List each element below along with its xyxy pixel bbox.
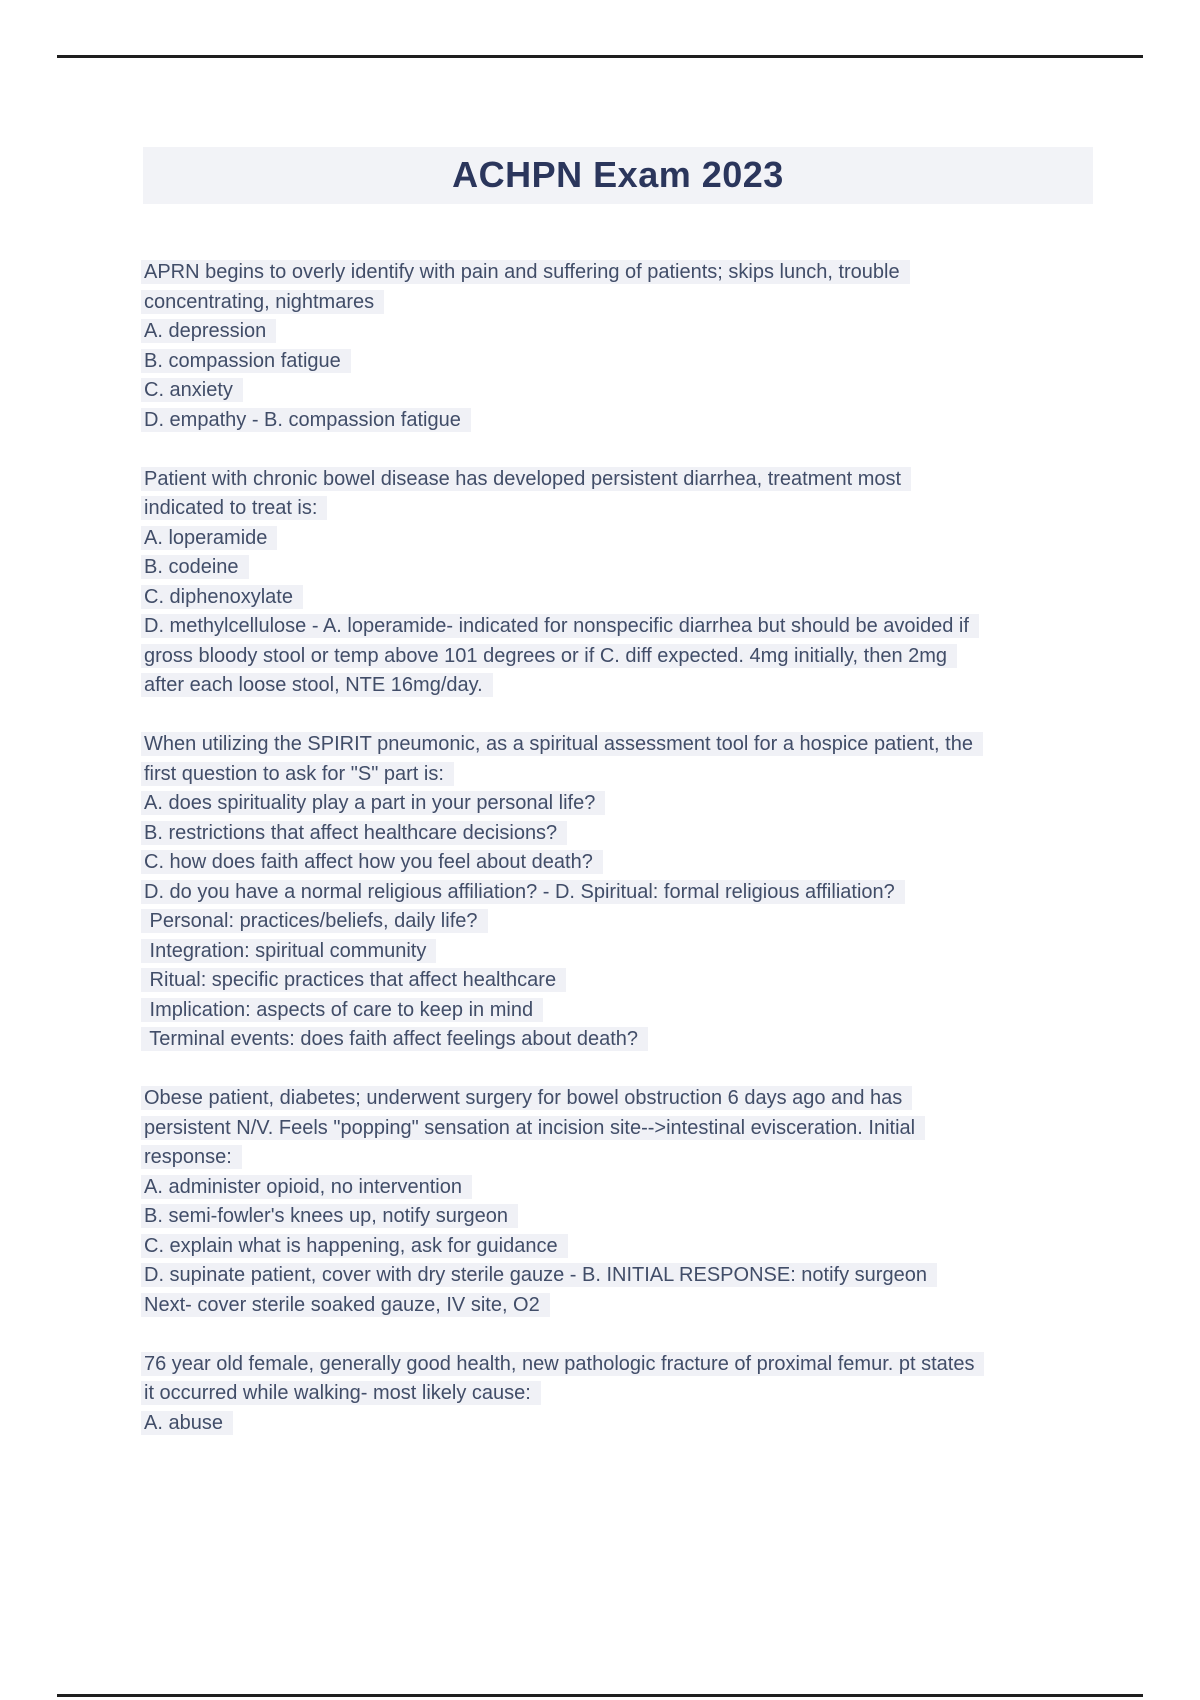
- question-line-text: B. codeine: [141, 555, 249, 579]
- page-title: ACHPN Exam 2023: [452, 154, 784, 195]
- question-line-text: Patient with chronic bowel disease has developed persistent diarrhea, treatment most: [141, 467, 911, 491]
- question-line-text: C. diphenoxylate: [141, 585, 303, 609]
- question-line-text: B. restrictions that affect healthcare decisions?: [141, 821, 567, 845]
- question-line: [144, 258, 1084, 288]
- question-line-text: Next- cover sterile soaked gauze, IV site, O2: [141, 1293, 550, 1317]
- question-line: [144, 1025, 1084, 1055]
- question-line-text: B. compassion fatigue: [141, 349, 351, 373]
- question-line-text: concentrating, nightmares: [141, 290, 384, 314]
- question-line: [144, 671, 1084, 701]
- question-line-text: first question to ask for "S" part is:: [141, 762, 454, 786]
- question-line-text: after each loose stool, NTE 16mg/day.: [141, 673, 493, 697]
- question-block: [144, 465, 1084, 701]
- question-line-text: Implication: aspects of care to keep in mind: [141, 998, 543, 1022]
- question-line: [144, 583, 1084, 613]
- question-line: [144, 996, 1084, 1026]
- question-line-text: persistent N/V. Feels "popping" sensation at incision site-->intestinal evisceration. Initial: [141, 1116, 925, 1140]
- question-line-text: A. depression: [141, 319, 276, 343]
- question-line-text: A. administer opioid, no intervention: [141, 1175, 472, 1199]
- question-line: [144, 612, 1084, 642]
- question-line-text: it occurred while walking- most likely cause:: [141, 1381, 541, 1405]
- question-line: [144, 760, 1084, 790]
- question-line: [144, 1350, 1084, 1380]
- question-line-text: C. anxiety: [141, 378, 243, 402]
- question-block: [144, 730, 1084, 1055]
- question-line: [144, 907, 1084, 937]
- question-line: [144, 789, 1084, 819]
- question-line: [144, 878, 1084, 908]
- question-line: [144, 347, 1084, 377]
- questions-container: [144, 258, 1084, 1468]
- question-line: [144, 1261, 1084, 1291]
- title-band: [143, 147, 1093, 204]
- question-block: [144, 258, 1084, 435]
- question-line: [144, 848, 1084, 878]
- question-line: [144, 376, 1084, 406]
- question-line: [144, 1232, 1084, 1262]
- question-line: [144, 288, 1084, 318]
- question-line: [144, 406, 1084, 436]
- question-line-text: Personal: practices/beliefs, daily life?: [141, 909, 488, 933]
- question-line-text: Integration: spiritual community: [141, 939, 436, 963]
- question-line: [144, 524, 1084, 554]
- question-line-text: indicated to treat is:: [141, 496, 327, 520]
- question-line: [144, 317, 1084, 347]
- question-line: [144, 1291, 1084, 1321]
- question-line: [144, 819, 1084, 849]
- question-line: [144, 553, 1084, 583]
- question-line: [144, 642, 1084, 672]
- question-line: [144, 1114, 1084, 1144]
- question-line-text: C. how does faith affect how you feel about death?: [141, 850, 603, 874]
- question-line-text: gross bloody stool or temp above 101 degrees or if C. diff expected. 4mg initially, then 2mg: [141, 644, 957, 668]
- question-line: [144, 1202, 1084, 1232]
- question-line-text: response:: [141, 1145, 242, 1169]
- question-line: [144, 730, 1084, 760]
- question-line-text: D. do you have a normal religious affiliation? - D. Spiritual: formal religious affiliation?: [141, 880, 905, 904]
- question-line-text: Ritual: specific practices that affect healthcare: [141, 968, 566, 992]
- question-block: [144, 1084, 1084, 1320]
- question-line-text: A. does spirituality play a part in your personal life?: [141, 791, 605, 815]
- question-block: [144, 1350, 1084, 1439]
- question-line-text: A. abuse: [141, 1411, 233, 1435]
- question-line-text: D. supinate patient, cover with dry sterile gauze - B. INITIAL RESPONSE: notify surgeon: [141, 1263, 937, 1287]
- question-line-text: C. explain what is happening, ask for guidance: [141, 1234, 568, 1258]
- question-line: [144, 1084, 1084, 1114]
- question-line-text: D. empathy - B. compassion fatigue: [141, 408, 471, 432]
- question-line-text: D. methylcellulose - A. loperamide- indicated for nonspecific diarrhea but should be avoided if: [141, 614, 979, 638]
- question-line: [144, 1379, 1084, 1409]
- question-line: [144, 1143, 1084, 1173]
- question-line-text: A. loperamide: [141, 526, 277, 550]
- question-line-text: B. semi-fowler's knees up, notify surgeon: [141, 1204, 518, 1228]
- question-line: [144, 1409, 1084, 1439]
- top-rule: [57, 55, 1143, 58]
- question-line: [144, 966, 1084, 996]
- question-line-text: Obese patient, diabetes; underwent surgery for bowel obstruction 6 days ago and has: [141, 1086, 912, 1110]
- question-line: [144, 937, 1084, 967]
- question-line-text: APRN begins to overly identify with pain and suffering of patients; skips lunch, trouble: [141, 260, 910, 284]
- question-line: [144, 1173, 1084, 1203]
- question-line: [144, 465, 1084, 495]
- question-line-text: 76 year old female, generally good health, new pathologic fracture of proximal femur. pt states: [141, 1352, 984, 1376]
- question-line-text: Terminal events: does faith affect feelings about death?: [141, 1027, 648, 1051]
- bottom-rule: [57, 1694, 1143, 1697]
- question-line-text: When utilizing the SPIRIT pneumonic, as a spiritual assessment tool for a hospice patient, the: [141, 732, 983, 756]
- question-line: [144, 494, 1084, 524]
